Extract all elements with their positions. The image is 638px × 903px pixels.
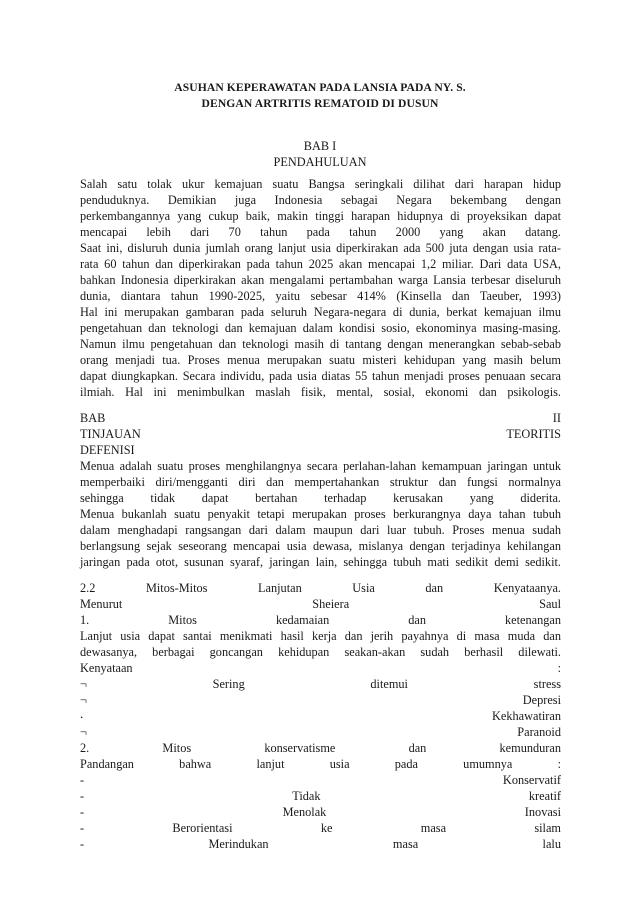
list-item: 2. Mitos konservatisme dan kemunduran (80, 741, 561, 755)
text-line: jaringan pada otot, susunan syaraf, jaringan lain, sehingga tubuh mati sedikit demi sedikit. (80, 555, 561, 569)
text-line: dalam menghadapi rangsangan dari dalam maupun dari luar tubuh. Proses menua sudah (80, 523, 561, 537)
text-line: sehingga tidak dapat bertahan terhadap kerusakan yang diderita. (80, 491, 561, 505)
text-line: Namun ilmu pengetahuan dan teknologi masih di tantang dengan menerangkan sebab-sebab (80, 337, 561, 351)
section-heading-mitos: 2.2 Mitos-Mitos Lanjutan Usia dan Kenyataanya. (80, 581, 561, 595)
document-title-line-2: DENGAN ARTRITIS REMATOID DI DUSUN (201, 97, 439, 110)
list-item: - Tidak kreatif (80, 789, 561, 803)
chapter-number: BAB I (303, 139, 337, 153)
text-line: Salah satu tolak ukur kemajuan suatu Bangsa seringkali dilihat dari harapan hidup (80, 177, 561, 191)
text-line: mencapai lebih dari 70 tahun pada tahun 2000 yang akan datang. (80, 225, 561, 239)
text-line: berlangsung sejak seseorang mencapai usia dewasa, mislanya dengan terjadinya kehilangan (80, 539, 561, 553)
text-line: Menurut Sheiera Saul (80, 597, 561, 611)
text-line: Menua adalah suatu proses menghilangnya secara perlahan-lahan kemampuan jaringan untuk (80, 459, 561, 473)
text-line: Hal ini merupakan gambaran pada seluruh Negara-negara di dunia, berkat kemajuan ilmu (80, 305, 561, 319)
subheading-defenisi: DEFENISI (80, 443, 135, 457)
section-heading-tinjauan: TINJAUAN TEORITIS (80, 427, 561, 441)
text-line: memperbaiki diri/mengganti diri dan mempertahankan struktur dan fungsi normalnya (80, 475, 561, 489)
text-line: dewasanya, berbagai goncangan kehidupan seakan-akan sudah berhasil dilewati. (80, 645, 561, 659)
text-line: dunia, diantara tahun 1990-2025, yaitu sebesar 414% (Kinsella dan Taeuber, 1993) (80, 289, 561, 303)
document-title-line-1: ASUHAN KEPERAWATAN PADA LANSIA PADA NY. S. (174, 81, 466, 94)
text-line: Kenyataan : (80, 661, 561, 675)
text-line: Lanjut usia dapat santai menikmati hasil kerja dan jerih payahnya di masa muda dan (80, 629, 561, 643)
text-line: perkembangannya yang cukup baik, makin tinggi harapan hidupnya di proyeksikan dapat (80, 209, 561, 223)
text-line: dapat diungkapkan. Secara individu, pada usia diatas 55 tahun menjadi proses penuaan secara (80, 369, 561, 383)
list-item: - Menolak Inovasi (80, 805, 561, 819)
text-line: Pandangan bahwa lanjut usia pada umumnya : (80, 757, 561, 771)
list-item: 1. Mitos kedamaian dan ketenangan (80, 613, 561, 627)
text-line: orang menjadi tua. Proses menua merupakan suatu misteri kehidupan yang masih belum (80, 353, 561, 367)
list-item: - Berorientasi ke masa silam (80, 821, 561, 835)
text-line: Saat ini, disluruh dunia jumlah orang lanjut usia diperkirakan ada 500 juta dengan usia rata- (80, 241, 561, 255)
text-line: penduduknya. Demikian juga Indonesia sebagai Negara bekembang dengan (80, 193, 561, 207)
section-heading-bab-ii: BAB II (80, 411, 561, 425)
list-item: ⸳ Kekhawatiran (80, 709, 561, 723)
list-item: ¬ Depresi (80, 693, 561, 707)
text-line: Menua bukanlah suatu penyakit tetapi merupakan proses berkurangnya daya tahan tubuh (80, 507, 561, 521)
text-line: bahkan Indonesia diperkirakan akan mengalami pertambahan warga Lansia terbesar diseluruh (80, 273, 561, 287)
text-line: rata 60 tahun dan diperkirakan pada tahun 2025 akan mencapai 1,2 miliar. Dari data USA, (80, 257, 561, 271)
list-item: - Konservatif (80, 773, 561, 787)
list-item: ¬ Sering ditemui stress (80, 677, 561, 691)
text-line: ilmiah. Hal ini menimbulkan maslah fisik, mental, sosial, ekonomi dan psikologis. (80, 385, 561, 399)
list-item: - Merindukan masa lalu (80, 837, 561, 851)
text-line: pengetahuan dan teknologi dan kemajuan dalam kondisi sosio, ekonominya masing-masing. (80, 321, 561, 335)
chapter-heading: PENDAHULUAN (273, 155, 367, 169)
list-item: ¬ Paranoid (80, 725, 561, 739)
